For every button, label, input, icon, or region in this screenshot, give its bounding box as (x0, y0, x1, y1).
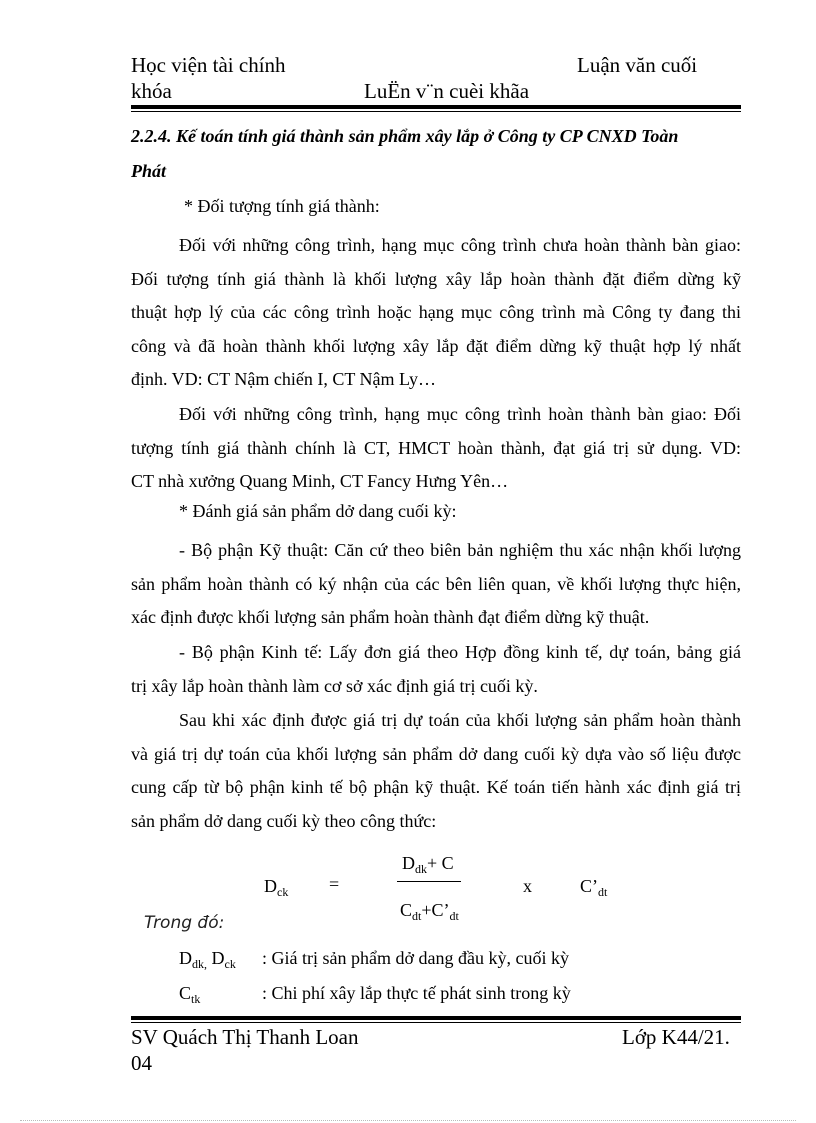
formula-denominator: $C_{dt}+C’_{dt}$ (400, 900, 459, 923)
header-encoded-title: LuËn v¨n cuèi khãa (364, 79, 530, 103)
object-heading: * Đối tượng tính giá thành: (184, 196, 380, 216)
section-heading-line1: 2.2.4. Kế toán tính giá thành sản phẩm xây lắp ở Công ty CP CNXD Toàn (131, 126, 679, 146)
section-heading-line2: Phát (131, 161, 167, 181)
footer-rule-thick (131, 1016, 741, 1020)
text-line: CT nhà xưởng Quang Minh, CT Fancy Hưng Yên… (131, 471, 509, 491)
text-line: công và đã hoàn thành khối lượng xây lắp đặt điểm dừng kỹ thuật hợp lý nhất (131, 335, 741, 356)
legend-symbol-dk-ck: $D_{dk,}$ $D_{ck}$ (179, 948, 236, 971)
text-line: trị xây lắp hoàn thành làm cơ sở xác định giá trị cuối kỳ. (131, 675, 538, 696)
text-line: sản phẩm dở dang cuối kỳ theo công thức: (131, 810, 437, 831)
text-line: sản phẩm hoàn thành có ký nhận của các bên liên quan, về khối lượng thực hiện, (131, 573, 741, 594)
paragraph-economic-dept (131, 636, 741, 703)
header-continuation: khóa (131, 79, 172, 103)
formula-fraction-bar (397, 881, 461, 882)
footer-rule-thin (131, 1022, 741, 1023)
text-line: Đối với những công trình, hạng mục công trình hoàn thành bàn giao: Đối (179, 404, 741, 424)
text-line: định. VD: CT Nậm chiến I, CT Nậm Ly… (131, 369, 436, 389)
text-line: Đối với những công trình, hạng mục công trình chưa hoàn thành bàn giao: (179, 235, 741, 255)
text-line: cung cấp từ bộ phận kinh tế bộ phận kỹ thuật. Kế toán tiến hành xác định giá trị (131, 777, 741, 797)
text-line: xác định được khối lượng sản phẩm hoàn thành đạt điểm dừng kỹ thuật. (131, 607, 650, 627)
formula-times: x (523, 876, 532, 896)
text-line: và giá trị dự toán của khối lượng sản phẩm dở dang cuối kỳ dựa vào số liệu được (131, 743, 741, 764)
formula-equals: = (329, 874, 340, 894)
header-rule-thin (131, 111, 741, 112)
footer-class-continuation: 04 (131, 1051, 152, 1075)
text-line: - Bộ phận Kinh tế: Lấy đơn giá theo Hợp đồng kinh tế, dự toán, bảng giá (179, 642, 741, 662)
legend-desc-tk: : Chi phí xây lắp thực tế phát sinh trong kỳ (262, 983, 571, 1003)
text-line: Đối tượng tính giá thành là khối lượng xây lắp hoàn thành đặt điểm dừng kỹ (131, 268, 741, 289)
paragraph-technical-dept (131, 534, 741, 635)
text-line: tượng tính giá thành chính là CT, HMCT hoàn thành, đạt giá trị sử dụng. VD: (131, 437, 741, 458)
formula-lhs: $D_{ck}$ (264, 876, 289, 899)
legend-label: Trong đó: (144, 913, 225, 933)
formula-rhs: $C’_{dt}$ (580, 876, 608, 899)
header-rule-thick (131, 105, 741, 109)
paragraph-finished-works (131, 398, 741, 499)
header-institution: Học viện tài chính (131, 53, 286, 77)
legend-desc-dk-ck: : Giá trị sản phẩm dở dang đầu kỳ, cuối kỳ (262, 948, 569, 968)
legend-symbol-tk: $C_{tk}$ (179, 983, 201, 1006)
header-doc-type: Luận văn cuối (577, 53, 698, 77)
text-line: - Bộ phận Kỹ thuật: Căn cứ theo biên bản nghiệm thu xác nhận khối lượng (179, 540, 741, 560)
formula-numerator: $D_{dk}+ C$ (402, 853, 454, 876)
paragraph-method (131, 704, 741, 838)
footer-class: Lớp K44/21. (622, 1025, 730, 1049)
text-line: thuật hợp lý của các công trình hoặc hạng mục công trình mà Công ty đang thi (131, 302, 741, 322)
footer-student: SV Quách Thị Thanh Loan (131, 1025, 359, 1049)
paragraph-unfinished-works (131, 229, 741, 397)
page-edge (20, 1120, 796, 1121)
evaluation-heading: * Đánh giá sản phẩm dở dang cuối kỳ: (179, 501, 457, 521)
text-line: Sau khi xác định được giá trị dự toán của khối lượng sản phẩm hoàn thành (179, 710, 741, 730)
